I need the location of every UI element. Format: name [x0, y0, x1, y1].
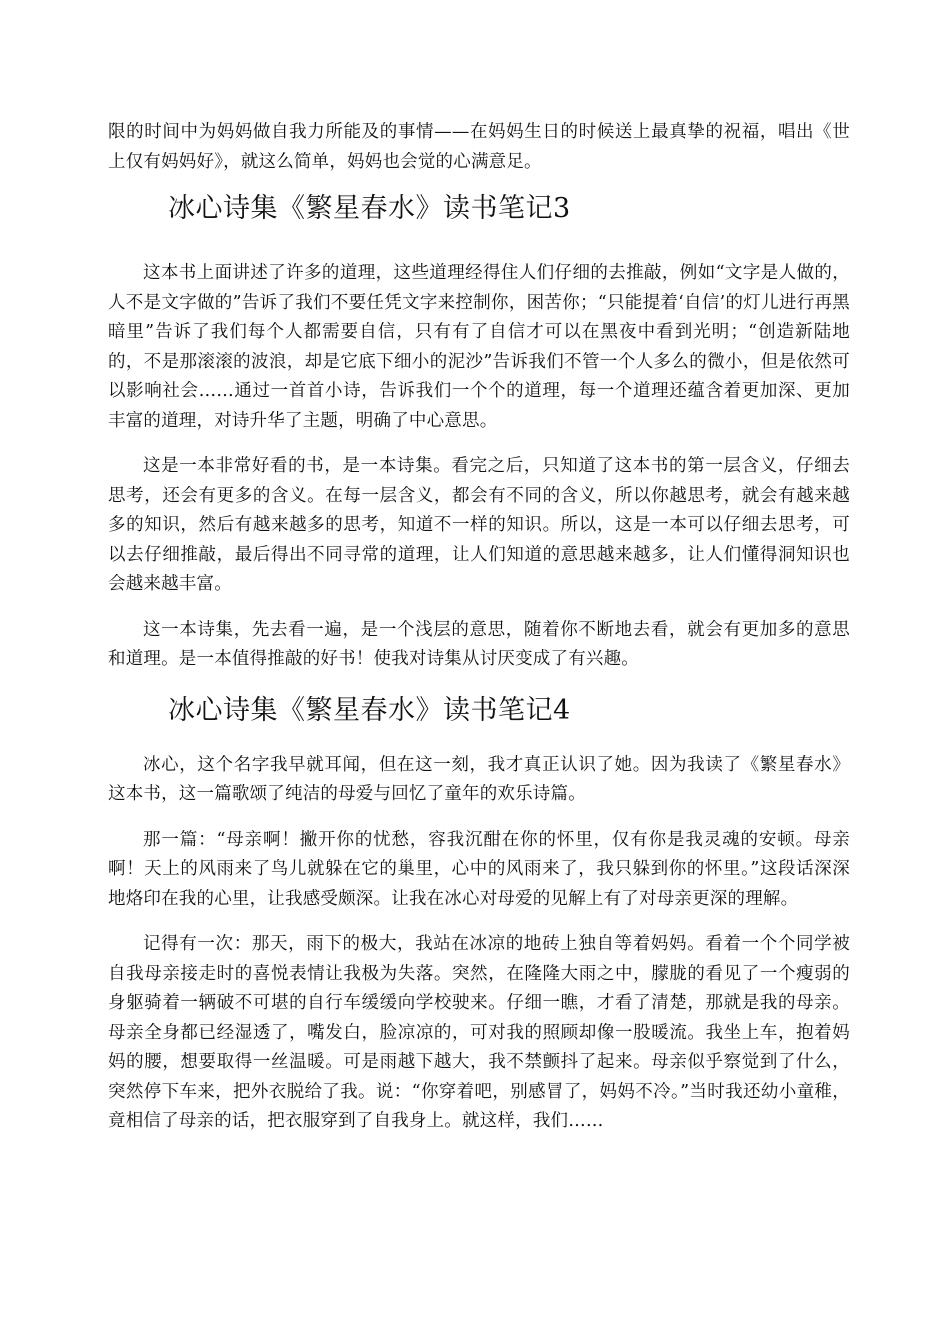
- section-4-heading: 冰心诗集《繁星春水》读书笔记4: [168, 694, 571, 726]
- section-4-paragraph-3: 记得有一次：那天，雨下的极大，我站在冰凉的地砖上独自等着妈妈。看着一个个同学被自我母亲接走时的喜悦表情让我极为失落。突然，在隆隆大雨之中，朦胧的看见了一个瘦弱的身躯骑着一辆破不可堪的自行车缓缓向学校驶来。仔细一瞧，才看了清楚，那就是我的母亲。母亲全身都已经湿透了，嘴发白，脸凉凉的，可对我的照顾却像一股暖流。我坐上车，抱着妈妈的腰，想要取得一丝温暖。可是雨越下越大，我不禁颤抖了起来。母亲似乎察觉到了什么，突然停下车来，把外衣脱给了我。说：“你穿着吧，别感冒了，妈妈不冷。”当时我还幼小童稚，竟相信了母亲的话，把衣服穿到了自我身上。就这样，我们……: [108, 934, 850, 1131]
- section-3-paragraph-3: 这一本诗集，先去看一遍，是一个浅层的意思，随着你不断地去看，就会有更加多的意思和道理。是一本值得推敲的好书！使我对诗集从讨厌变成了有兴趣。: [108, 619, 850, 669]
- section-4-paragraph-1: 冰心，这个名字我早就耳闻，但在这一刻，我才真正认识了她。因为我读了《繁星春水》这本书，这一篇歌颂了纯洁的母爱与回忆了童年的欢乐诗篇。: [108, 754, 850, 804]
- section-3-paragraph-2: 这是一本非常好看的书，是一本诗集。看完之后，只知道了这本书的第一层含义，仔细去思考，还会有更多的含义。在每一层含义，都会有不同的含义，所以你越思考，就会有越来越多的知识，然后有越来越多的思考，知道不一样的知识。所以，这是一本可以仔细去思考，可以去仔细推敲，最后得出不同寻常的道理，让人们知道的意思越来越多，让人们懂得洞知识也会越来越丰富。: [108, 456, 850, 594]
- section-3-heading: 冰心诗集《繁星春水》读书笔记3: [168, 193, 571, 224]
- section-4-paragraph-2: 那一篇：“母亲啊！撇开你的忧愁，容我沉酣在你的怀里，仅有你是我灵魂的安顿。母亲啊！天上的风雨来了鸟儿就躲在它的巢里，心中的风雨来了，我只躲到你的怀里。”这段话深深地烙印在我的心里，让我感受颇深。让我在冰心对母爱的见解上有了对母亲更深的理解。: [108, 829, 850, 909]
- continued-paragraph: 限的时间中为妈妈做自我力所能及的事情——在妈妈生日的时候送上最真挚的祝福，唱出《世上仅有妈妈好》，就这么简单，妈妈也会觉的心满意足。: [108, 122, 850, 172]
- document-body: [108, 118, 850, 1153]
- section-3-paragraph-1: 这本书上面讲述了许多的道理，这些道理经得住人们仔细的去推敲，例如“文字是人做的，人不是文字做的”告诉了我们不要任凭文字来控制你，困苦你；“只能提着‘自信’的灯儿进行再黑暗里”告诉了我们每个人都需要自信，只有有了自信才可以在黑夜中看到光明；“创造新陆地的，不是那滚滚的波浪，却是它底下细小的泥沙”告诉我们不管一个人多么的微小，但是依然可以影响社会……通过一首首小诗，告诉我们一个个的道理，每一个道理还蕴含着更加深、更加丰富的道理，对诗升华了主题，明确了中心意思。: [108, 263, 850, 431]
